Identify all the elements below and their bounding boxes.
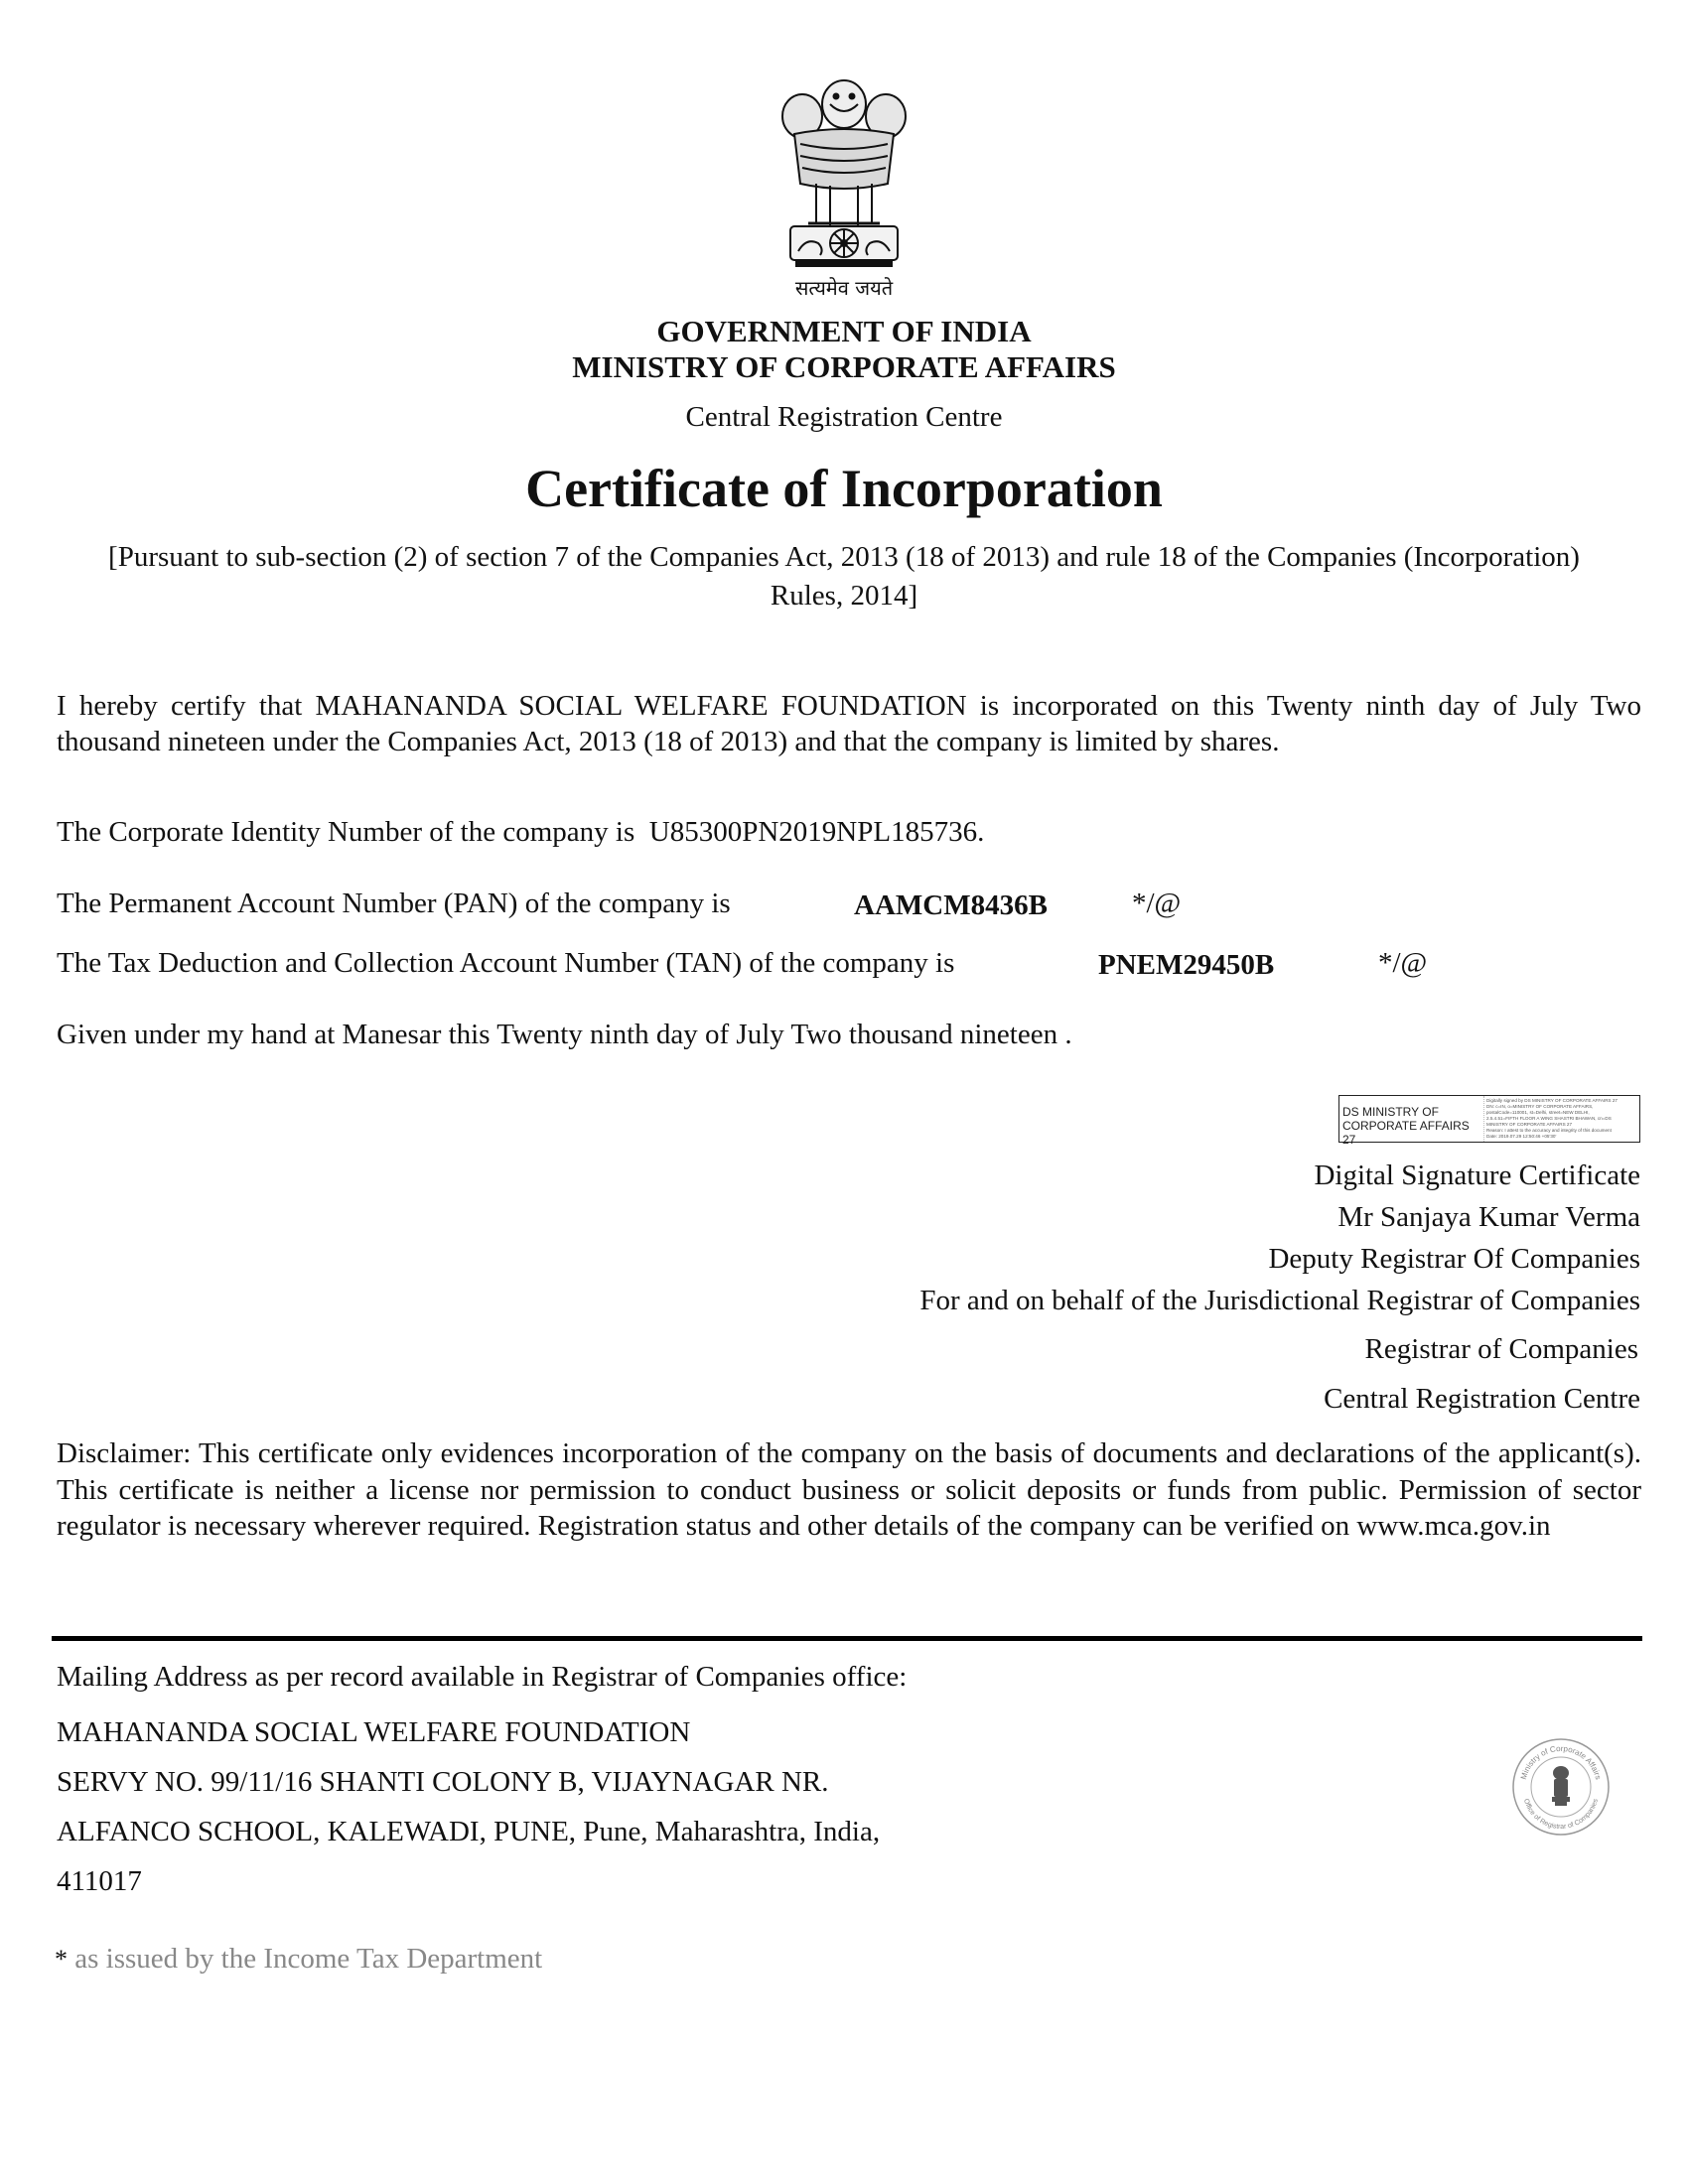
page-title: Certificate of Incorporation — [525, 459, 1163, 518]
roc-seal-icon — [1509, 1735, 1613, 1839]
ministry-heading: MINISTRY OF CORPORATE AFFAIRS — [572, 349, 1116, 384]
tan-mark: */@ — [1378, 947, 1428, 979]
signature-line: Registrar of Companies — [1364, 1333, 1638, 1365]
ds-name — [1339, 1096, 1483, 1147]
pursuant-clause: [Pursuant to sub-section (2) of section 7 of the Companies Act, 2013 (18 of 2013) and rule 18 of the Companies (Incorporation) Rules, 2014] — [108, 541, 1580, 612]
given-line: Given under my hand at Manesar this Twenty ninth day of July Two thousand nineteen . — [57, 1019, 1072, 1050]
ds-details — [1483, 1096, 1639, 1142]
signature-line: For and on behalf of the Jurisdictional Registrar of Companies — [919, 1285, 1640, 1316]
certify-paragraph: I hereby certify that MAHANANDA SOCIAL WELFARE FOUNDATION is incorporated on this Twenty ninth day of July Two thousand nineteen under the Companies Act, 2013 (18 of 2013) and that the company is limited by shares. — [57, 690, 1641, 757]
ds-detail: Date: 2019.07.29 12:50:46 +05'30' — [1486, 1134, 1557, 1139]
ds-line2: CORPORATE AFFAIRS 27 — [1342, 1119, 1470, 1147]
address-line: SERVY NO. 99/11/16 SHANTI COLONY B, VIJAYNAGAR NR. — [57, 1766, 829, 1798]
mailing-label: Mailing Address as per record available in Registrar of Companies office: — [57, 1661, 908, 1693]
centre-heading: Central Registration Centre — [685, 401, 1003, 433]
digital-signature-box[interactable] — [1338, 1095, 1640, 1147]
state-emblem-icon — [765, 65, 923, 308]
footnote-star: * — [55, 1945, 68, 1974]
address-line: 411017 — [57, 1865, 142, 1897]
pan-value: AAMCM8436B — [854, 889, 1048, 921]
tan-label: The Tax Deduction and Collection Account Number (TAN) of the company is — [57, 947, 955, 979]
signature-line: Central Registration Centre — [1324, 1383, 1640, 1415]
ds-line1: DS MINISTRY OF — [1342, 1105, 1439, 1119]
address-line: ALFANCO SCHOOL, KALEWADI, PUNE, Pune, Maharashtra, India, — [57, 1816, 881, 1847]
footnote — [55, 1941, 542, 1978]
ds-detail: Reason: I attest to the accuracy and integrity of this document — [1486, 1128, 1612, 1133]
disclaimer-paragraph: Disclaimer: This certificate only evidences incorporation of the company on the basis of documents and declarations of the applicant(s). This certificate is neither a license nor permission to conduct business or solicit deposits or funds from public. Permission of sector regulator is necessary wherever required. Registration status and other details of the company can be verified on www.mca.gov.in — [57, 1437, 1641, 1542]
signature-line: Mr Sanjaya Kumar Verma — [1337, 1201, 1640, 1233]
ds-detail: DN: c=IN, o=MINISTRY OF CORPORATE AFFAIRS, — [1486, 1104, 1594, 1109]
signature-line: Digital Signature Certificate — [1314, 1160, 1640, 1191]
ds-detail: 2.5.4.51=FIFTH FLOOR A WING SHASTRI BHAWAN, cn=DS — [1486, 1116, 1612, 1121]
government-heading: GOVERNMENT OF INDIA — [656, 314, 1032, 348]
emblem-motto: सत्यमेव जयते — [794, 276, 894, 300]
ds-detail: postalCode=110001, st=Delhi, street=NEW DELHI, — [1486, 1110, 1590, 1115]
pan-mark: */@ — [1132, 887, 1182, 919]
tan-line — [57, 945, 954, 981]
pan-line — [57, 886, 731, 921]
cin-label: The Corporate Identity Number of the company is — [57, 816, 635, 848]
cin-line — [57, 814, 984, 850]
tan-value: PNEM29450B — [1098, 949, 1275, 981]
footnote-text: as issued by the Income Tax Department — [74, 1943, 543, 1975]
cin-value: U85300PN2019NPL185736. — [648, 816, 985, 848]
pan-label: The Permanent Account Number (PAN) of the company is — [57, 887, 731, 919]
divider — [52, 1636, 1642, 1641]
ds-detail: MINISTRY OF CORPORATE AFFAIRS 27 — [1486, 1122, 1573, 1127]
seal-top-text: Ministry of Corporate Affairs — [1518, 1743, 1604, 1781]
signature-line: Deputy Registrar Of Companies — [1268, 1243, 1640, 1275]
ds-detail: Digitally signed by DS MINISTRY OF CORPORATE AFFAIRS 27 — [1486, 1098, 1618, 1103]
seal-bottom-text: Office of Registrar of Companies — [1521, 1798, 1600, 1832]
address-line: MAHANANDA SOCIAL WELFARE FOUNDATION — [57, 1716, 691, 1748]
